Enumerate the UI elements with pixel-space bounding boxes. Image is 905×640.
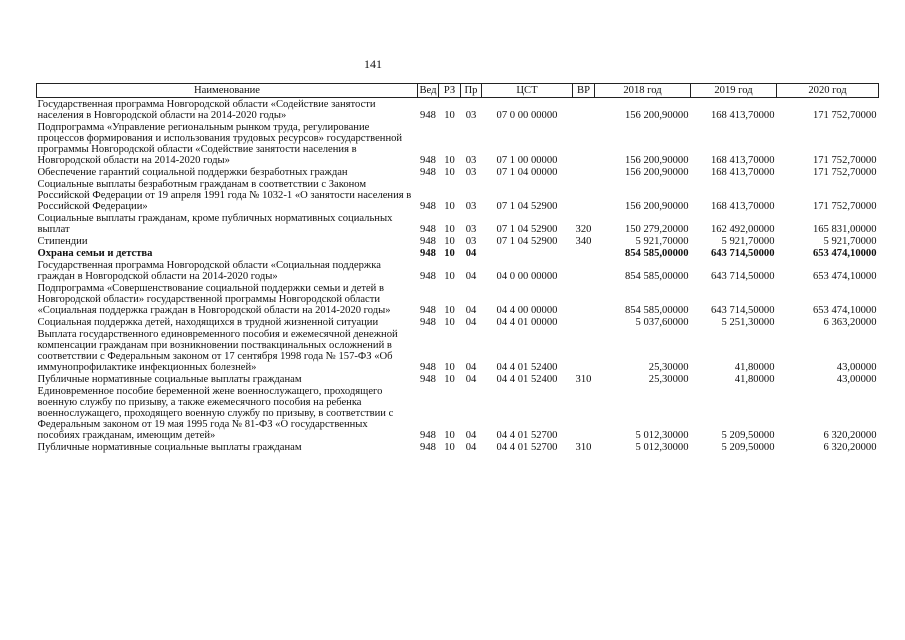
row-2020: 653 474,10000	[812, 271, 877, 282]
row-ved: 948	[420, 362, 436, 373]
row-cst: 04 4 00 00000	[496, 305, 558, 316]
row-cst: 04 4 01 52700	[496, 442, 558, 453]
table-row	[37, 259, 879, 282]
row-name: Социальные выплаты гражданам, кроме публичных нормативных социальных выплат	[37, 213, 393, 235]
row-vr	[573, 247, 595, 259]
row-pr: 04	[465, 305, 477, 316]
row-2019: 162 492,00000	[710, 224, 775, 235]
row-2020: 171 752,70000	[812, 155, 877, 166]
row-2018: 25,30000	[648, 362, 689, 373]
row-ved: 948	[420, 430, 436, 441]
row-name: Государственная программа Новгородской области «Социальная поддержка граждан в Новгородской области на 2014-2020 годы»	[37, 260, 381, 282]
table-row	[37, 178, 879, 212]
table-row	[37, 121, 879, 166]
row-pr: 03	[465, 155, 477, 166]
row-pr: 03	[465, 201, 477, 212]
row-name: Подпрограмма «Совершенствование социальной поддержки семьи и детей в Новгородской области» государственной программы Новгородской области «Социальная поддержка граждан в Новгородской области на 2014-2020 годы»	[37, 283, 391, 316]
row-cst: 04 4 01 52400	[496, 374, 558, 385]
row-vr	[573, 259, 595, 282]
row-ved: 948	[420, 110, 436, 121]
row-2018: 25,30000	[648, 374, 689, 385]
row-ved: 948	[420, 305, 436, 316]
row-rz: 10	[444, 271, 455, 282]
row-rz: 10	[444, 155, 455, 166]
row-2019: 41,80000	[734, 362, 775, 373]
table-row	[37, 247, 879, 259]
row-vr	[573, 98, 595, 122]
row-rz: 10	[444, 430, 455, 441]
header-vr: ВР	[573, 84, 595, 98]
row-rz: 10	[444, 248, 455, 259]
row-ved: 948	[420, 442, 436, 453]
table-row	[37, 328, 879, 373]
row-name: Социальные выплаты безработным гражданам в соответствии с Законом Российской Федерации от 19 апреля 1991 года № 1032-1 «О занятости населения в Российской Федерации»	[37, 179, 412, 212]
header-name: Наименование	[37, 84, 418, 98]
row-2018: 5 012,30000	[635, 442, 689, 453]
row-2020: 171 752,70000	[812, 201, 877, 212]
row-ved: 948	[420, 248, 436, 259]
row-2020: 171 752,70000	[812, 110, 877, 121]
row-vr	[573, 121, 595, 166]
row-vr: 340	[575, 236, 592, 247]
row-ved: 948	[420, 201, 436, 212]
row-pr: 04	[465, 430, 477, 441]
budget-table	[36, 83, 879, 453]
row-2018: 854 585,00000	[624, 271, 689, 282]
row-vr: 310	[575, 374, 592, 385]
row-name: Охрана семьи и детства	[37, 248, 153, 259]
table-row	[37, 212, 879, 235]
row-name: Публичные нормативные социальные выплаты гражданам	[37, 442, 302, 453]
row-2018: 5 921,70000	[635, 236, 689, 247]
table-row	[37, 166, 879, 178]
header-ved: Вед	[419, 85, 437, 96]
row-rz: 10	[444, 236, 455, 247]
row-2019: 168 413,70000	[710, 110, 775, 121]
header-cst: ЦСТ	[482, 84, 573, 98]
row-vr	[573, 316, 595, 328]
row-2018: 156 200,90000	[624, 110, 689, 121]
row-vr	[573, 385, 595, 441]
row-vr	[573, 178, 595, 212]
table-row	[37, 385, 879, 441]
row-rz: 10	[444, 374, 455, 385]
row-rz: 10	[444, 442, 455, 453]
table-row	[37, 282, 879, 316]
row-name: Единовременное пособие беременной жене военнослужащего, проходящего военную службу по призыву, а также ежемесячного пособия на ребенка военнослужащего, проходящего военную службу по призыву, в соответствии с Федеральным законом от 19 мая 1995 года № 81-ФЗ «О государственных пособиях гражданам, имеющим детей»	[37, 386, 394, 441]
row-name: Государственная программа Новгородской области «Содействие занятости населения в Новгородской области на 2014-2020 годы»	[37, 99, 376, 121]
row-2020: 6 320,20000	[823, 430, 877, 441]
row-rz: 10	[444, 362, 455, 373]
row-ved: 948	[420, 224, 436, 235]
row-rz: 10	[444, 110, 455, 121]
table-row	[37, 441, 879, 453]
row-ved: 948	[420, 271, 436, 282]
table-row	[37, 316, 879, 328]
table-row	[37, 235, 879, 247]
table-row	[37, 98, 879, 122]
row-2018: 854 585,00000	[624, 305, 689, 316]
row-cst	[482, 247, 573, 259]
row-vr	[573, 328, 595, 373]
row-cst: 07 1 04 52900	[496, 236, 558, 247]
row-vr: 320	[575, 224, 592, 235]
row-rz: 10	[444, 167, 455, 178]
row-ved: 948	[420, 236, 436, 247]
row-2019: 643 714,50000	[710, 305, 775, 316]
row-name: Публичные нормативные социальные выплаты гражданам	[37, 374, 302, 385]
row-2019: 5 209,50000	[721, 442, 775, 453]
row-vr	[573, 166, 595, 178]
row-name: Выплата государственного единовременного пособия и ежемесячной денежной компенсации гражданам при возникновении поствакцинальных осложнений в соответствии с Федеральным законом от 17 сентября 1998 года № 157-ФЗ «Об иммунопрофилактике инфекционных болезней»	[37, 329, 398, 373]
row-2019: 643 714,50000	[710, 271, 775, 282]
header-2018: 2018 год	[595, 84, 691, 98]
row-cst: 04 4 01 52400	[496, 362, 558, 373]
table-row	[37, 373, 879, 385]
row-vr	[573, 282, 595, 316]
row-2019: 168 413,70000	[710, 155, 775, 166]
row-cst: 04 0 00 00000	[496, 271, 558, 282]
row-2019: 643 714,50000	[710, 248, 775, 259]
row-vr: 310	[575, 442, 592, 453]
row-2019: 5 921,70000	[721, 236, 775, 247]
row-name: Социальная поддержка детей, находящихся в трудной жизненной ситуации	[37, 317, 379, 328]
row-cst: 04 4 01 00000	[496, 317, 558, 328]
row-2019: 5 209,50000	[721, 430, 775, 441]
row-pr: 03	[465, 167, 477, 178]
row-2020: 43,00000	[836, 362, 877, 373]
row-2018: 156 200,90000	[624, 155, 689, 166]
row-pr: 04	[465, 442, 477, 453]
row-2018: 156 200,90000	[624, 167, 689, 178]
row-pr: 03	[465, 236, 477, 247]
row-pr: 04	[465, 374, 477, 385]
row-2020: 165 831,00000	[812, 224, 877, 235]
row-2018: 854 585,00000	[624, 248, 689, 259]
row-ved: 948	[420, 317, 436, 328]
row-rz: 10	[444, 317, 455, 328]
row-name: Подпрограмма «Управление региональным рынком труда, регулирование процессов формирования и использования трудовых ресурсов» государственной программы Новгородской области «Содействие занятости населения в Новгородской области на 2014-2020 годы»	[37, 122, 403, 166]
row-cst: 07 1 04 52900	[496, 201, 558, 212]
row-name: Обеспечение гарантий социальной поддержки безработных граждан	[37, 167, 348, 178]
row-2020: 6 320,20000	[823, 442, 877, 453]
row-cst: 07 0 00 00000	[496, 110, 558, 121]
header-2019: 2019 год	[691, 84, 777, 98]
row-rz: 10	[444, 305, 455, 316]
row-ved: 948	[420, 167, 436, 178]
row-pr: 04	[465, 248, 477, 259]
page-number: 141	[364, 57, 382, 71]
row-rz: 10	[444, 224, 455, 235]
header-pr: Пр	[461, 84, 482, 98]
row-cst: 07 1 00 00000	[496, 155, 558, 166]
row-pr: 03	[465, 110, 477, 121]
row-ved: 948	[420, 155, 436, 166]
row-2020: 43,00000	[836, 374, 877, 385]
row-2020: 6 363,20000	[823, 317, 877, 328]
row-2018: 150 279,20000	[624, 224, 689, 235]
row-2019: 5 251,30000	[721, 317, 775, 328]
row-2018: 156 200,90000	[624, 201, 689, 212]
row-name: Стипендии	[37, 236, 88, 247]
row-2018: 5 037,60000	[635, 317, 689, 328]
row-ved: 948	[420, 374, 436, 385]
row-rz: 10	[444, 201, 455, 212]
row-pr: 03	[465, 224, 477, 235]
row-cst: 07 1 04 00000	[496, 167, 558, 178]
row-2019: 168 413,70000	[710, 201, 775, 212]
row-pr: 04	[465, 271, 477, 282]
row-2019: 41,80000	[734, 374, 775, 385]
row-cst: 04 4 01 52700	[496, 430, 558, 441]
row-2020: 171 752,70000	[812, 167, 877, 178]
row-2019: 168 413,70000	[710, 167, 775, 178]
row-cst: 07 1 04 52900	[496, 224, 558, 235]
row-2018: 5 012,30000	[635, 430, 689, 441]
row-pr: 04	[465, 362, 477, 373]
header-2020: 2020 год	[777, 84, 879, 98]
row-2020: 5 921,70000	[823, 236, 877, 247]
header-rz: РЗ	[439, 84, 461, 98]
row-2020: 653 474,10000	[812, 248, 877, 259]
row-2020: 653 474,10000	[812, 305, 877, 316]
row-pr: 04	[465, 317, 477, 328]
table-header-row	[37, 84, 879, 98]
